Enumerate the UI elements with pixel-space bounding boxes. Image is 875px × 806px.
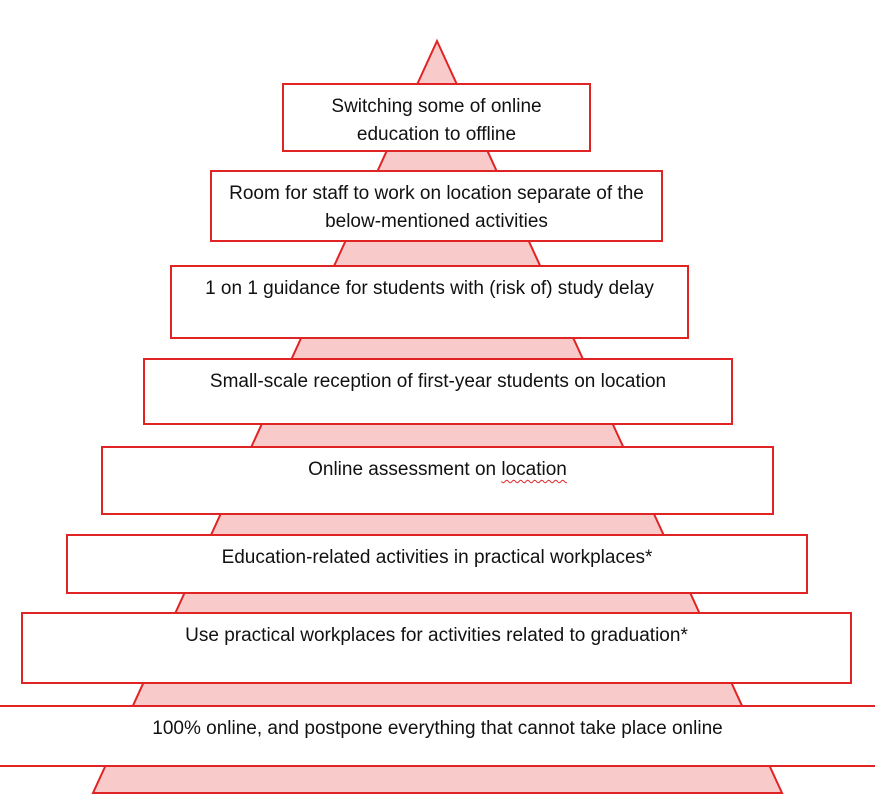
pyramid-level-5 [101, 446, 774, 515]
level-7-text: Use practical workplaces for activities related to graduation* [185, 625, 688, 646]
spellcheck-underlined-word: location [501, 459, 567, 480]
pyramid-level-2 [210, 170, 663, 242]
pyramid-level-1 [282, 83, 591, 152]
level-5-text-main: Online assessment on [308, 459, 502, 480]
level-8-text: 100% online, and postpone everything that cannot take place online [152, 718, 723, 739]
level-2-text: Room for staff to work on location separate of the below-mentioned activities [229, 183, 644, 232]
level-6-text: Education-related activities in practical workplaces* [221, 547, 653, 568]
pyramid-level-3 [170, 265, 689, 339]
pyramid-level-7 [21, 612, 852, 684]
pyramid-level-6 [66, 534, 808, 594]
level-3-text: 1 on 1 guidance for students with (risk of) study delay [205, 278, 654, 299]
pyramid-level-8 [0, 705, 875, 767]
level-1-text: Switching some of online education to offline [331, 96, 542, 145]
level-4-text: Small-scale reception of first-year students on location [209, 371, 667, 392]
pyramid-level-4 [143, 358, 733, 425]
level-5-text [117, 456, 758, 484]
